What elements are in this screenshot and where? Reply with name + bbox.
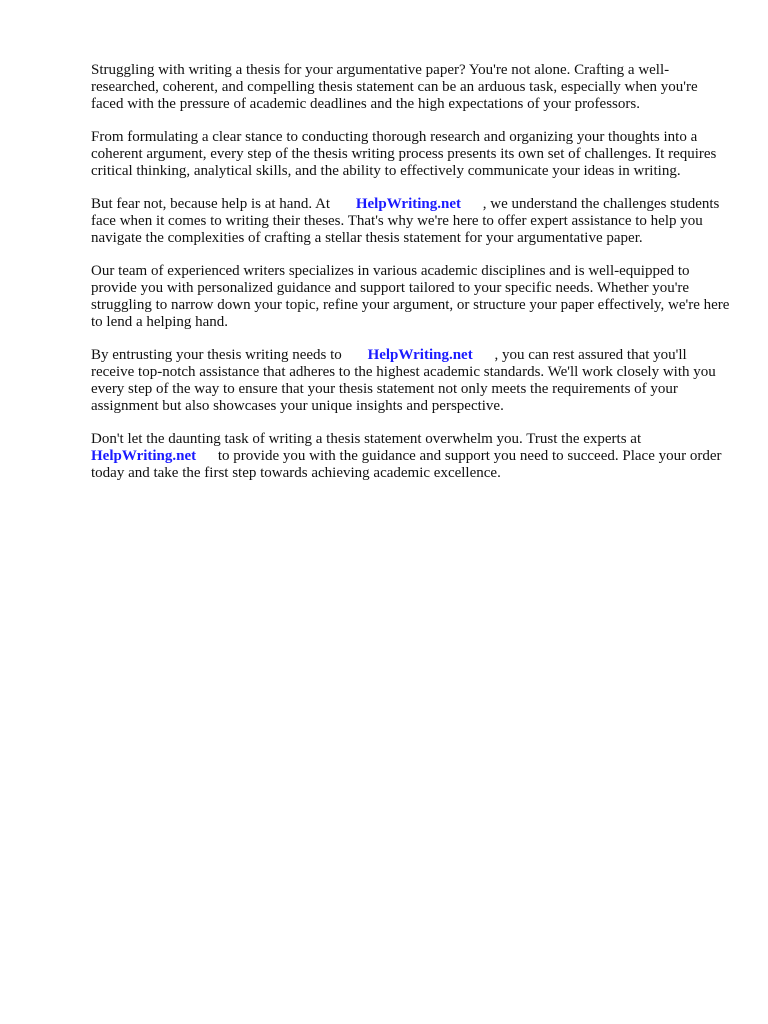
paragraph-team (91, 263, 731, 331)
helpwriting-link-1[interactable]: HelpWriting.net (355, 196, 461, 212)
paragraph-help-text-before: But fear not, because help is at hand. At (91, 196, 331, 212)
paragraph-help (91, 196, 731, 247)
paragraph-team-text: Our team of experienced writers specializes in various academic disciplines and is well-equipped to provide you with personalized guidance and support tailored to your specific needs. Whether you're struggling to narrow down your topic, refine your argument, or structure your paper effectively, we're here to lend a helping hand. (91, 263, 730, 330)
paragraph-challenges (91, 129, 731, 180)
helpwriting-link-3[interactable]: HelpWriting.net (91, 448, 197, 464)
paragraph-intro-text: Struggling with writing a thesis for your argumentative paper? You're not alone. Crafting a well-researched, coherent, and compelling thesis statement can be an arduous task, especially when you're faced with the pressure of academic deadlines and the high expectations of your professors. (91, 62, 698, 112)
paragraph-entrusting-text-after: , you can rest assured that you'll receive top-notch assistance that adheres to the highest academic standards. We'll work closely with you every step of the way to ensure that your thesis statement not only meets the requirements of your assignment but also showcases your unique insights and perspective. (91, 347, 716, 414)
paragraph-help-text-after: , we understand the challenges students face when it comes to writing their theses. That's why we're here to offer expert assistance to help you navigate the complexities of crafting a stellar thesis statement for your argumentative paper. (91, 196, 720, 246)
paragraph-intro (91, 62, 731, 113)
paragraph-entrusting-text-before: By entrusting your thesis writing needs to (91, 347, 342, 363)
paragraph-entrusting (91, 347, 731, 415)
document-body (91, 62, 731, 498)
paragraph-closing-text-before: Don't let the daunting task of writing a thesis statement overwhelm you. Trust the experts at (91, 431, 642, 447)
helpwriting-link-2[interactable]: HelpWriting.net (367, 347, 473, 363)
paragraph-closing (91, 431, 731, 482)
paragraph-closing-text-after: to provide you with the guidance and support you need to succeed. Place your order today and take the first step towards achieving academic excellence. (91, 448, 722, 481)
paragraph-challenges-text: From formulating a clear stance to conducting thorough research and organizing your thoughts into a coherent argument, every step of the thesis writing process presents its own set of challenges. It requires critical thinking, analytical skills, and the ability to effectively communicate your ideas in writing. (91, 129, 717, 179)
